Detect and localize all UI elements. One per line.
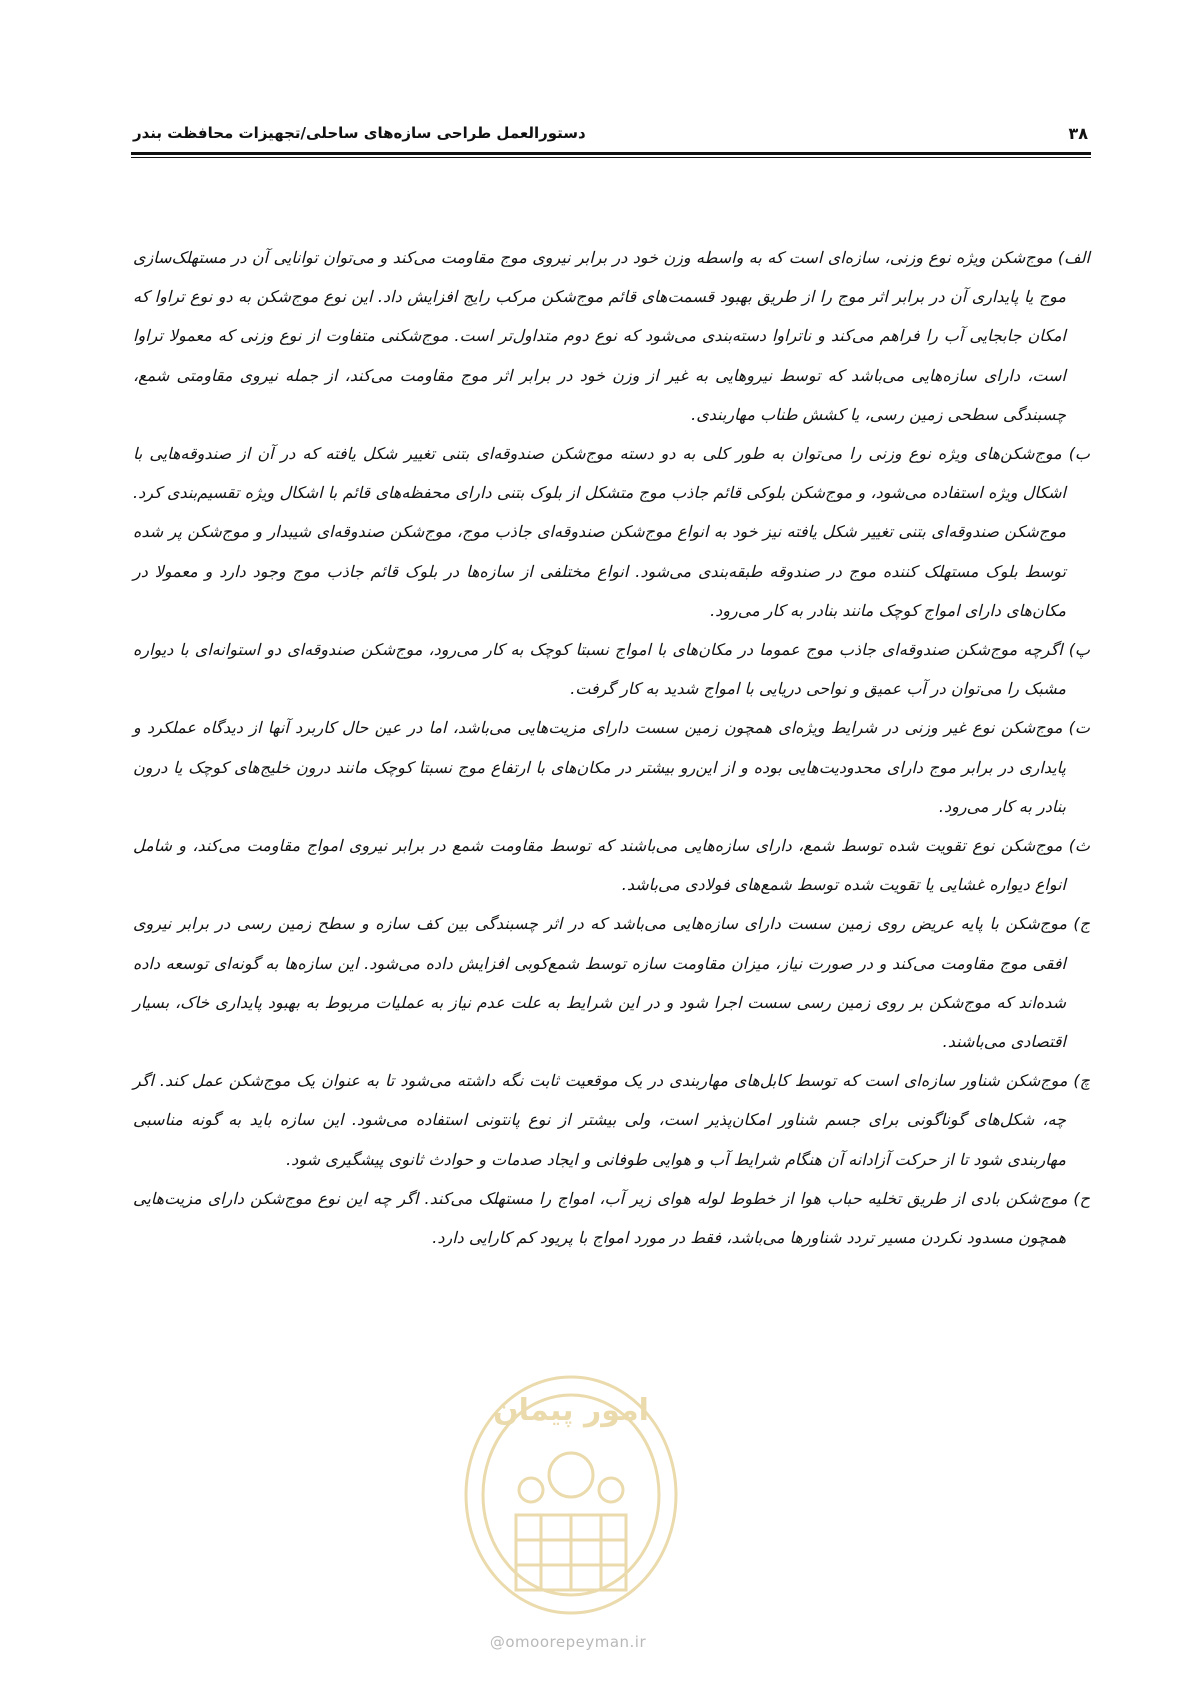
header-title: دستورالعمل طراحی سازه‌های ساحلی/تجهیزات محافظت بندر: [133, 124, 586, 142]
watermark-seal-icon: [446, 1365, 696, 1635]
watermark-seal-text: امور پیمان: [493, 1393, 649, 1428]
list-item: ت) موج‌شکن نوع غیر وزنی در شرایط ویژه‌ای همچون زمین سست دارای مزیت‌هایی می‌باشد، اما در عین حال کاربرد آنها از دیدگاه عملکرد و پایداری در برابر موج دارای محدودیت‌هایی بوده و از این‌رو بیشتر در مکان‌های با ارتفاع موج نسبتا کوچک مانند درون خلیج‌های کوچک یا درون بنادر به کار می‌رود.: [133, 718, 1090, 816]
list-item: چ) موج‌شکن شناور سازه‌ای است که توسط کابل‌های مهاربندی در یک موقعیت ثابت نگه داشته می‌شود تا به عنوان یک موج‌شکن عمل کند. اگر چه، شکل‌های گوناگونی برای جسم شناور امکان‌پذیر است، ولی بیشتر از نوع پانتونی استفاده می‌شود. این سازه باید به گونه مناسبی مهاربندی شود تا از حرکت آزادانه آن هنگام شرایط آب و هوایی طوفانی و ایجاد صدمات و حوادث ثانوی پیشگیری شود.: [133, 1071, 1090, 1169]
list-item: ث) موج‌شکن نوع تقویت شده توسط شمع، دارای سازه‌هایی می‌باشند که توسط مقاومت شمع در برابر نیروی امواج مقاومت می‌کند، و شامل انواع دیواره غشایی یا تقویت شده توسط شمع‌های فولادی می‌باشد.: [133, 836, 1090, 895]
body-text: [133, 238, 1090, 1257]
header-rule-thin: [131, 157, 1091, 158]
watermark-url: @omoorepeyman.ir: [489, 1633, 647, 1651]
page-header: [133, 123, 1088, 143]
page-number: ۳۸: [1068, 123, 1088, 143]
header-rule: [131, 152, 1091, 155]
list-item: ح) موج‌شکن بادی از طریق تخلیه حباب هوا از خطوط لوله هوای زیر آب، امواج را مستهلک می‌کند. اگر چه این نوع موج‌شکن دارای مزیت‌هایی همچون مسدود نکردن مسیر تردد شناورها می‌باشد، فقط در مورد امواج با پریود کم کارایی دارد.: [133, 1188, 1090, 1248]
list-item: ج) موج‌شکن با پایه عریض روی زمین سست دارای سازه‌هایی می‌باشد که در اثر چسبندگی بین کف سازه و سطح زمین رسی در برابر نیروی افقی موج مقاومت می‌کند و در صورت نیاز، میزان مقاومت سازه توسط شمع‌کوبی افزایش داده می‌شود. این سازه‌ها به گونه‌ای توسعه داده شده‌اند که موج‌شکن بر روی زمین رسی سست اجرا شود و در این شرایط به علت عدم نیاز به عملیات مربوط به بهبود پایداری خاک، بسیار اقتصادی می‌باشند.: [133, 914, 1090, 1052]
list-item: پ) اگرچه موج‌شکن صندوقه‌ای جاذب موج عموما در مکان‌های با امواج نسبتا کوچک به کار می‌رود، موج‌شکن صندوقه‌ای دو استوانه‌ای با دیواره مشبک را می‌توان در آب عمیق و نواحی دریایی با امواج شدید به کار گرفت.: [133, 640, 1090, 699]
list-item: ب) موج‌شکن‌های ویژه نوع وزنی را می‌توان به طور کلی به دو دسته موج‌شکن صندوقه‌ای بتنی تغییر شکل یافته که در آن از صندوقه‌هایی با اشکال ویژه استفاده می‌شود، و موج‌شکن بلوکی قائم جاذب موج متشکل از بلوک بتنی دارای محفظه‌های قائم با اشکال ویژه تقسیم‌بندی کرد. موج‌شکن صندوقه‌ای بتنی تغییر شکل یافته نیز خود به انواع موج‌شکن صندوقه‌ای جاذب موج، موج‌شکن صندوقه‌ای شیبدار و موج‌شکن پر شده توسط بلوک مستهلک کننده موج در صندوقه طبقه‌بندی می‌شود. انواع مختلفی از سازه‌ها در بلوک قائم جاذب موج وجود دارد و معمولا در مکان‌های دارای امواج کوچک مانند بنادر به کار می‌رود.: [133, 444, 1090, 620]
list-item: الف) موج‌شکن ویژه نوع وزنی، سازه‌ای است که به واسطه وزن خود در برابر نیروی موج مقاومت می‌کند و می‌توان توانایی آن در مستهلک‌سازی موج یا پایداری آن در برابر اثر موج را از طریق بهبود قسمت‌های قائم موج‌شکن مرکب رایج افزایش داد. این نوع موج‌شکن به دو نوع تراوا که امکان جابجایی آب را فراهم می‌کند و ناتراوا دسته‌بندی می‌شود که نوع دوم متداول‌تر است. موج‌شکنی متفاوت از نوع وزنی که معمولا تراوا است، دارای سازه‌هایی می‌باشد که توسط نیروهایی به غیر از وزن خود در برابر اثر موج مقاومت می‌کند، از جمله نیروی مقاومتی شمع، چسبندگی سطحی زمین رسی، یا کشش طناب مهاربندی.: [133, 248, 1090, 424]
